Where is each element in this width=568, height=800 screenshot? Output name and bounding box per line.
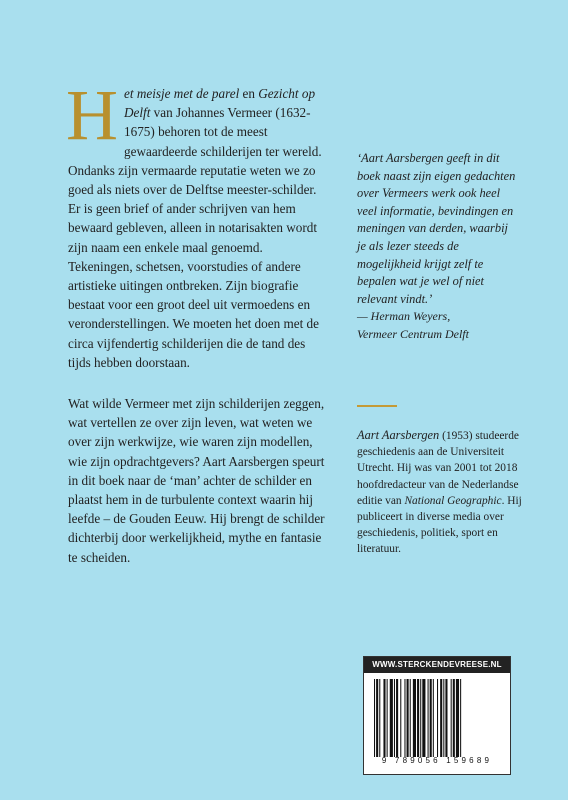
second-paragraph: Wat wilde Vermeer met zijn schilderijen zeggen, wat vertellen ze over zijn leven, wat weten we over zijn werkwijze, wie waren zijn modellen, wie zijn opdrachtgevers? Aart Aarsbergen speurt in dit boek naar de ‘man’ achter de schilder en plaatst hem in de turbulente context waarin hij leefde – de Gouden Eeuw. Hij brengt de schilder dichterbij door werkelijkheid, mythe en fantasie te scheiden.	[68, 396, 325, 565]
intro-paragraph	[66, 75, 328, 372]
barcode-box	[363, 656, 511, 775]
author-name: Aart Aarsbergen	[357, 428, 440, 442]
title-meisje: et meisje met de parel	[124, 86, 240, 101]
quote-block	[357, 150, 517, 344]
quote-author: — Herman Weyers,	[357, 309, 451, 324]
bio-text-2: . Hij publiceert in diverse media over geschiedenis, politiek, sport en literatuur.	[357, 494, 522, 556]
magazine-name: National Geographic	[404, 494, 502, 507]
quote-organization: Vermeer Centrum Delft	[357, 326, 469, 341]
author-year: (1953)	[439, 430, 473, 442]
drop-cap: H	[66, 75, 118, 155]
gold-divider	[357, 405, 397, 407]
barcode-icon	[372, 679, 502, 757]
review-quote: ‘Aart Aarsbergen geeft in dit boek naast zijn eigen gedachten over Vermeers werk ook heel veel informatie, bevindingen en meningen van derden, waarbij je als lezer steeds de mogelijkheid krijgt zelf te bepalen wat je wel of niet relevant vindt.’	[357, 151, 516, 306]
back-cover-blurb	[66, 75, 328, 567]
title-gezicht: Gezicht op Delft	[124, 86, 316, 121]
intro-and: en	[239, 86, 259, 101]
publisher-url[interactable]: WWW.STERCKENDEVREESE.NL	[364, 657, 510, 673]
bio-text-1: studeerde geschiedenis aan de Universiteit Utrecht. Hij was van 2001 tot 2018 hoofdredacteur van de Nederlandse editie van	[357, 430, 519, 507]
intro-body: van Johannes Vermeer (1632-1675) behoren tot de meest gewaardeerde schilderijen ter wereld. Ondanks zijn vermaarde reputatie weten we zo goed als niets over de Delftse meester-schilder. Er is geen brief of ander schrijven van hem bewaard gebleven, alleen in notarisakten wordt zijn naam een enkele maal genoemd. Tekeningen, schetsen, voorstudies of andere artistieke uitingen ontbreken. Zijn biografie bestaat voor een groot deel uit vermoedens en veronderstellingen. We moeten het doen met de circa vijfendertig schilderijen die de tand des tijds hebben doorstaan.	[68, 105, 322, 370]
author-bio	[357, 427, 527, 558]
isbn-digits: 9 789056 159689	[381, 756, 493, 765]
